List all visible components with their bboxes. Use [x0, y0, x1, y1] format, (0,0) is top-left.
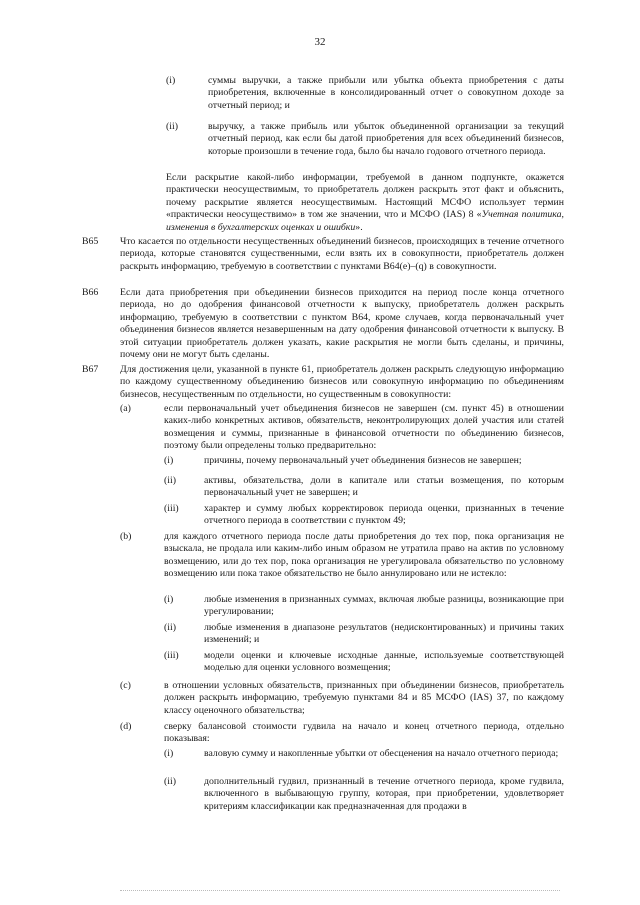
item-label: (a) — [120, 403, 131, 414]
item-text: сверку балансовой стоимости гудвила на начало и конец отчетного периода, отдельно показывая: — [164, 721, 564, 745]
paragraph-number: B67 — [82, 364, 99, 375]
paragraph-text: Если дата приобретения при объединении бизнесов приходится на период после конца отчетного периода, но до одобрения финансовой отчетности к выпуску, приобретатель должен раскрыть информацию, требуемую в соответствии с пунктом B64, кроме случаев, когда первоначальный учет объединения бизнесов является незавершенным на дату одобрения финансовой отчетности к выпуску. В этой ситуации приобретатель должен указать, какие раскрытия не могли быть сделаны, и причины, почему они не могут быть сделаны. — [120, 287, 564, 361]
list-item-text: суммы выручки, а также прибыли или убытка объекта приобретения с даты приобретения, включенные в консолидированный отчет о совокупном доходе за отчетный период; и — [208, 75, 564, 111]
list-item-label: (ii) — [166, 121, 178, 132]
paragraph-number: B66 — [82, 287, 99, 298]
subitem-label: (i) — [164, 748, 174, 759]
subitem-label: (ii) — [164, 622, 176, 633]
item-text: в отношении условных обязательств, признанных при объединении бизнесов, приобретатель должен раскрыть информацию, требуемую пунктами 84 и 85 МСФО (IAS) 37, по каждому классу оценочного обязательства; — [164, 680, 564, 716]
subitem-label: (iii) — [164, 650, 179, 661]
item-text: для каждого отчетного периода после даты приобретения до тех пор, пока организация не взыскала, не продала или каким-либо иным образом не утратила право на актив по условному возмещению, или до тех пор, пока организация не урегулировала обязательство по условному возмещению или пока такое обязательство не было аннулировано или не истекло: — [164, 531, 564, 580]
subitem-text: любые изменения в признанных суммах, включая любые разницы, возникающие при урегулировании; — [204, 594, 564, 618]
paragraph-text: Для достижения цели, указанной в пункте 61, приобретатель должен раскрыть следующую информацию по каждому существенному объединению бизнесов или совокупную информацию по объединениям бизнесов, несущественным по отдельности, но существенным в совокупности: — [120, 364, 564, 400]
page-number: 32 — [314, 36, 326, 48]
paragraph-text: Что касается по отдельности несущественных объединений бизнесов, происходящих в течение отчетного периода, которые становятся существенными, если взять их в совокупности, приобретатель должен раскрыть информацию, требуемую в соответствии с пунктами B64(e)–(q) в совокупности. — [120, 236, 564, 272]
item-label: (d) — [120, 721, 132, 732]
item-label: (c) — [120, 680, 131, 691]
subitem-label: (ii) — [164, 475, 176, 486]
subitem-text: модели оценки и ключевые исходные данные, используемые соответствующей моделью для оценки условного возмещения; — [204, 650, 564, 674]
note-italic-title: Учетная политика, изменения в бухгалтерских оценках и ошибки — [166, 209, 564, 233]
list-item-text: выручку, а также прибыль или убыток объединенной организации за текущий отчетный период, как если бы датой приобретения для всех объединений бизнесов, которые произошли в течение года, было бы начало годового отчетного периода. — [208, 121, 564, 157]
subitem-text: характер и сумму любых корректировок периода оценки, признанных в течение отчетного периода в соответствии с пунктом 49; — [204, 503, 564, 527]
note-paragraph: Если раскрытие какой-либо информации, требуемой в данном подпункте, окажется практически неосуществимым, то приобретатель должен раскрыть этот факт и объяснить, почему раскрытие является неосуществимым. Настоящий МСФО использует термин «практически неосуществимо» в том же значении, что и МСФО (IAS) 8 «Учетная политика, изменения в бухгалтерских оценках и ошибки». — [166, 172, 564, 233]
item-label: (b) — [120, 531, 132, 542]
subitem-text: активы, обязательства, доли в капитале или статьи возмещения, по которым первоначальный учет не завершен; и — [204, 475, 564, 499]
footer-divider — [120, 890, 560, 891]
item-text: если первоначальный учет объединения бизнесов не завершен (см. пункт 45) в отношении каких-либо конкретных активов, обязательств, неконтролирующих долей участия или статей возмещения и суммы, признанные в финансовой отчетности по объединению бизнесов, поэтому были определены только предварительно: — [164, 403, 564, 452]
subitem-label: (ii) — [164, 776, 176, 787]
subitem-text: причины, почему первоначальный учет объединения бизнесов не завершен; — [204, 455, 522, 466]
subitem-label: (i) — [164, 455, 174, 466]
subitem-label: (i) — [164, 594, 174, 605]
subitem-text: любые изменения в диапазоне результатов (недисконтированных) и причины таких изменений; и — [204, 622, 564, 646]
list-item-label: (i) — [166, 75, 176, 86]
subitem-text: дополнительный гудвил, признанный в течение отчетного периода, кроме гудвила, включенного в выбывающую группу, которая, при приобретении, удовлетворяет критериям классификации как предназначенная для продажи в — [204, 776, 564, 812]
subitem-label: (iii) — [164, 503, 179, 514]
paragraph-number: B65 — [82, 236, 99, 247]
subitem-text: валовую сумму и накопленные убытки от обесценения на начало отчетного периода; — [204, 748, 559, 759]
